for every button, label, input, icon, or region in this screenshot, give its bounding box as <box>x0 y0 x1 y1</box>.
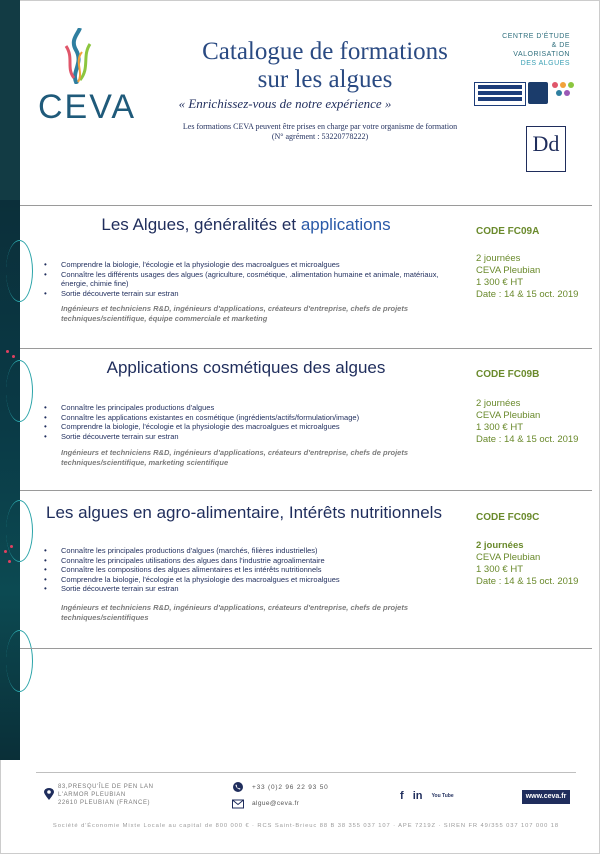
course-audience-fc09c: Ingénieurs et techniciens R&D, ingénieurs d'applications, créateurs d'entreprise, chefs de projets techniques/scientifiques <box>61 603 408 622</box>
funding-notice <box>170 122 470 142</box>
list-item: • Sortie découverte terrain sur estran <box>44 289 444 299</box>
list-item: • Connaître les principales utilisations des algues dans l'industrie agroalimentaire <box>44 556 444 566</box>
course-title-part: Applications cosmétiques des algues <box>106 358 386 377</box>
list-item: • Connaître les différents usages des algues (agriculture, cosmétique, .alimentation humaine et animale, matériaux, énergie, chimie fine) <box>44 270 444 289</box>
phone-number[interactable]: +33 (0)2 96 22 93 50 <box>252 784 329 791</box>
course-duration: 2 journées <box>476 398 521 409</box>
website-link[interactable]: www.ceva.fr <box>522 790 570 804</box>
course-title-fc09b <box>36 358 456 378</box>
course-info-fc09c <box>476 540 578 588</box>
course-price: 1 300 € HT <box>476 277 523 288</box>
mail-icon <box>232 799 244 809</box>
tagline: « Enrichissez-vous de notre expérience » <box>178 96 392 111</box>
social-links <box>400 790 460 802</box>
course-title-fc09a <box>36 215 456 235</box>
course-code: CODE FC09A <box>476 226 540 237</box>
seaweed-logo-icon <box>60 28 94 84</box>
course-audience-fc09b: Ingénieurs et techniciens R&D, ingénieurs d'applications, créateurs d'entreprise, chefs de projets techniques/scientifique, marketing scientifique <box>61 448 408 467</box>
decorative-strip-top <box>0 0 20 200</box>
legal-notice: Société d'Économie Mixte Locale au capital de 800 000 € · RCS Saint-Brieuc 88 B 38 355 037 107 · APE 7219Z · SIREN FR 49/355 037 107 000 18 <box>52 823 560 829</box>
course-duration: 2 journées <box>476 253 521 264</box>
partner-logo-1 <box>474 82 526 106</box>
decorative-seaweed-strip <box>0 200 20 760</box>
list-item: • Connaître les principales productions d'algues <box>44 403 444 413</box>
list-item: • Sortie découverte terrain sur estran <box>44 584 444 594</box>
list-item: • Connaître les principales productions d'algues (marchés, filières industrielles) <box>44 546 444 556</box>
youtube-icon[interactable]: You Tube <box>431 793 454 800</box>
course-place: CEVA Pleubian <box>476 265 541 276</box>
course-audience-fc09a: Ingénieurs et techniciens R&D, ingénieurs d'applications, créateurs d'entreprise, chefs de projets techniques/scientifique, équipe commerciale et marketing <box>61 304 408 323</box>
location-pin-icon <box>44 788 54 800</box>
title-line-2: sur les algues <box>257 66 393 93</box>
list-item: • Comprendre la biologie, l'écologie et la physiologie des macroalgues et microalgues <box>44 260 444 270</box>
section-divider <box>20 490 592 491</box>
course-duration: 2 journées <box>476 540 524 551</box>
center-line-1: CENTRE D'ÉTUDE <box>502 33 570 40</box>
email-address[interactable]: algue@ceva.fr <box>252 800 300 807</box>
section-divider <box>20 348 592 349</box>
partner-logos <box>474 78 574 108</box>
course-date: Date : 14 & 15 oct. 2019 <box>476 434 579 445</box>
course-price: 1 300 € HT <box>476 422 523 433</box>
address-line-2: L'ARMOR PLEUBIAN <box>58 792 126 798</box>
address-line-3: 22610 PLEUBIAN (FRANCE) <box>58 800 151 806</box>
course-objectives-fc09c <box>44 546 444 594</box>
list-item: • Sortie découverte terrain sur estran <box>44 432 444 442</box>
list-item: • Connaître les compositions des algues alimentaires et les intérêts nutritionnels <box>44 565 444 575</box>
phone-icon <box>232 782 244 792</box>
linkedin-icon[interactable]: in <box>412 790 423 802</box>
course-title-fc09c <box>24 503 464 523</box>
logo-wordmark: CEVA <box>38 88 137 126</box>
center-line-2: & DE VALORISATION <box>513 42 570 58</box>
course-title-highlight: applications <box>300 215 391 234</box>
list-item: • Connaître les applications existantes en cosmétique (ingrédients/actifs/formulation/image) <box>44 413 444 423</box>
list-item: • Comprendre la biologie, l'écologie et la physiologie des macroalgues et microalgues <box>44 422 444 432</box>
course-place: CEVA Pleubian <box>476 410 541 421</box>
ceva-logo <box>38 28 137 128</box>
notice-line-1: Les formations CEVA peuvent être prises en charge par votre organisme de formation <box>182 122 458 131</box>
notice-line-2: (N° agrément : 53220778222) <box>271 132 369 141</box>
course-title-part: Les algues en agro-alimentaire, Intérêts nutritionnels <box>46 503 442 522</box>
postal-address <box>58 783 154 807</box>
course-info-fc09b <box>476 398 578 446</box>
course-objectives-fc09b <box>44 403 444 441</box>
facebook-icon[interactable]: f <box>400 790 404 802</box>
section-divider <box>20 648 592 649</box>
address-line-1: 83,PRESQU'ÎLE DE PEN LAN <box>58 784 154 790</box>
list-item: • Comprendre la biologie, l'écologie et la physiologie des macroalgues et microalgues <box>44 575 444 585</box>
partner-logo-2 <box>528 82 548 104</box>
datadock-logo <box>526 126 566 172</box>
course-place: CEVA Pleubian <box>476 552 541 563</box>
title-line-1: Catalogue de formations <box>202 38 448 65</box>
course-objectives-fc09a <box>44 260 444 298</box>
course-title-part: Les Algues, généralités et <box>101 215 301 234</box>
center-line-3: DES ALGUES <box>520 60 570 67</box>
partner-logo-acta <box>552 82 574 104</box>
datadock-letters: Dd <box>532 131 560 156</box>
course-price: 1 300 € HT <box>476 564 523 575</box>
footer-divider <box>36 772 576 773</box>
course-code: CODE FC09B <box>476 369 540 380</box>
course-date: Date : 14 & 15 oct. 2019 <box>476 289 579 300</box>
catalogue-title <box>160 38 490 94</box>
ceva-center-name <box>494 32 570 68</box>
course-code: CODE FC09C <box>476 512 540 523</box>
section-divider <box>20 205 592 206</box>
course-info-fc09a <box>476 253 578 301</box>
course-date: Date : 14 & 15 oct. 2019 <box>476 576 579 587</box>
